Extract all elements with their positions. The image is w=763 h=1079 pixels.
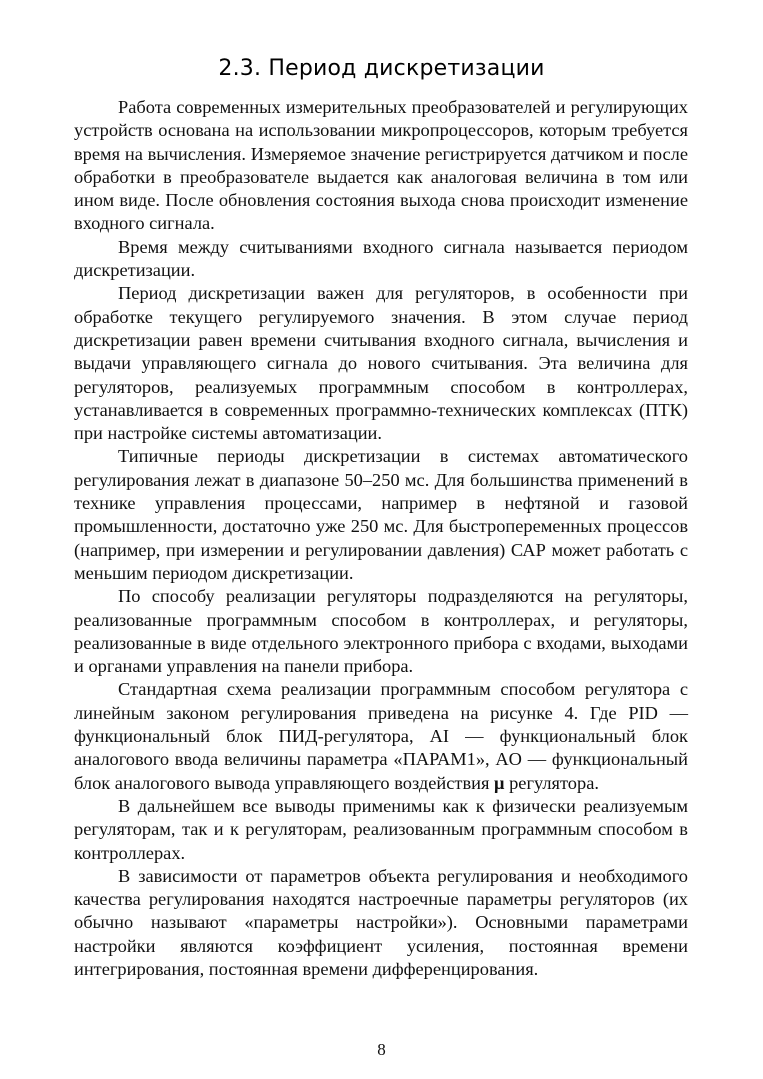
paragraph: По способу реализации регуляторы подразделяются на регуляторы, реализованные программным способом в контроллерах, и регуляторы, реализованные в виде отдельного электронного прибора с входами, выходами и органами управления на панели прибора. [74, 586, 688, 677]
body-text [74, 96, 688, 981]
paragraph: Период дискретизации важен для регуляторов, в особенности при обработке текущего регулируемого значения. В этом случае период дискретизации равен времени считывания входного сигнала, вычисления и выдачи управляющего сигнала до нового считывания. Эта величина для регуляторов, реализуемых программным способом в контроллерах, устанавливается в современных программно-технических комплексах (ПТК) при настройке системы автоматизации. [74, 283, 688, 444]
paragraph-text: Стандартная схема реализации программным способом регулятора с линейным законом регулирования приведена на рисунке 4. Где PID — функциональный блок ПИД-регулятора, AI — функциональный блок аналогового ввода величины параметра «ПАРАМ1», AO — функциональный блок аналогового вывода управляющего воздействия [74, 679, 688, 793]
paragraph: Время между считываниями входного сигнала называется периодом дискретизации. [74, 236, 688, 281]
paragraph: В зависимости от параметров объекта регулирования и необходимого качества регулирования находятся настроечные параметры регуляторов (их обычно называют «параметры настройки»). Основными параметрами настройки являются коэффициент усиления, постоянная времени интегрирования, постоянная времени дифференцирования. [74, 865, 688, 979]
page-number: 8 [377, 1040, 386, 1059]
paragraph: Работа современных измерительных преобразователей и регулирующих устройств основана на использовании микропроцессоров, которым требуется время на вычисления. Измеряемое значение регистрируется датчиком и после обработки в преобразователе выдается как аналоговая величина в том или ином виде. После обновления состояния выхода снова происходит изменение входного сигнала. [74, 97, 688, 234]
paragraph: В дальнейшем все выводы применимы как к физически реализуемым регуляторам, так и к регуляторам, реализованным программным способом в контроллерах. [74, 795, 688, 863]
section-heading: 2.3. Период дискретизации [218, 56, 545, 81]
paragraph: Типичные периоды дискретизации в системах автоматического регулирования лежат в диапазоне 50–250 мс. Для большинства применений в технике управления процессами, например в нефтяной и газовой промышленности, достаточно уже 250 мс. Для быстропеременных процессов (например, при измерении и регулировании давления) САР может работать с меньшим периодом дискретизации. [74, 446, 688, 583]
paragraph [74, 678, 688, 794]
mu-symbol: μ [494, 772, 505, 793]
paragraph-text: регулятора. [504, 772, 599, 793]
